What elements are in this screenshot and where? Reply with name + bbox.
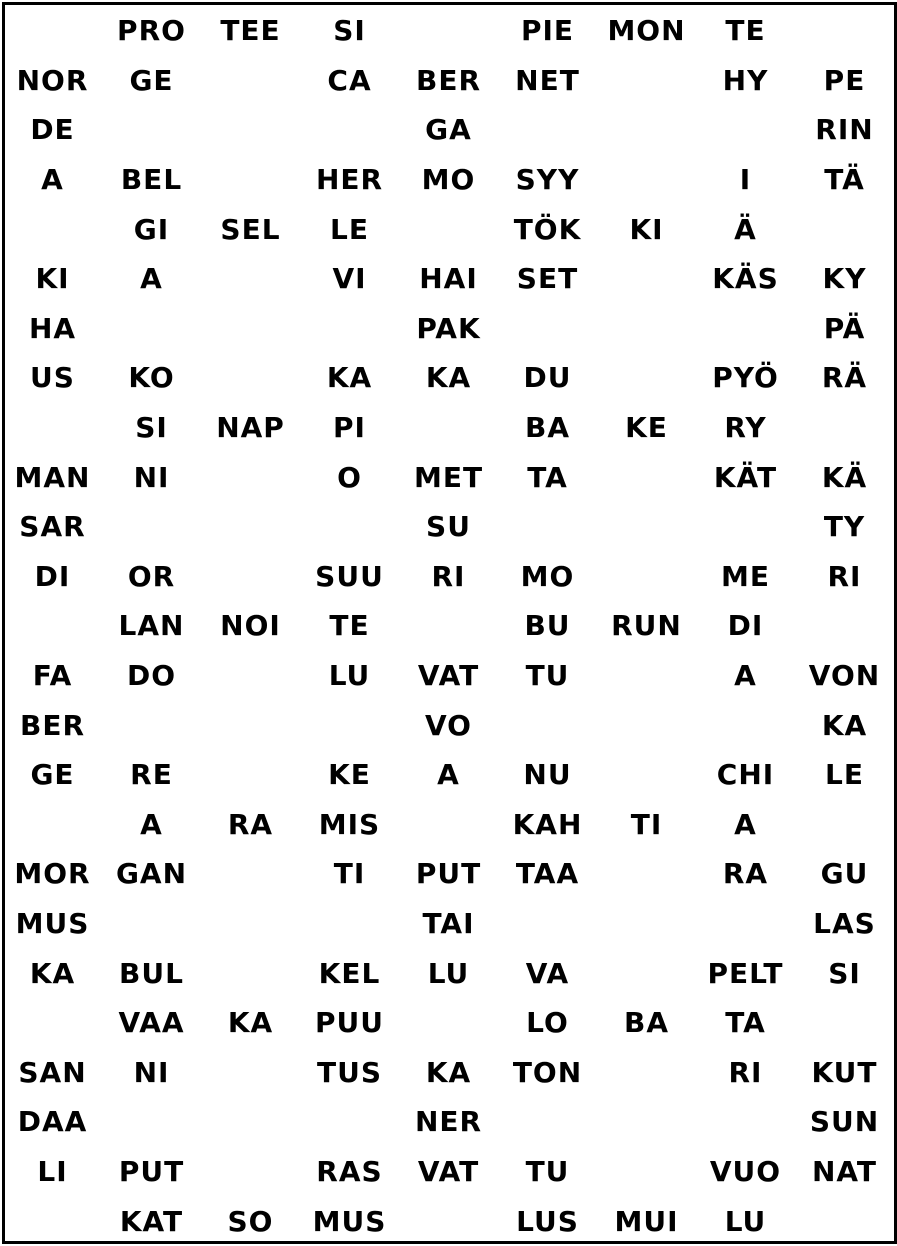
syllable-cell: NAP: [216, 411, 285, 445]
syllable-cell: HY: [722, 63, 769, 97]
syllable-cell: KI: [629, 212, 664, 246]
syllable-cell: SUU: [315, 559, 384, 593]
syllable-cell: BER: [19, 708, 86, 742]
empty-cell: [300, 105, 399, 155]
syllable-cell: DU: [523, 361, 572, 395]
empty-cell: [597, 750, 696, 800]
syllable-cell: PE: [823, 63, 866, 97]
syllable-cell: RUN: [611, 609, 682, 643]
syllable-cell: GA: [425, 113, 472, 147]
empty-cell: [201, 155, 300, 205]
empty-cell: [597, 1047, 696, 1097]
syllable-cell: RI: [431, 559, 466, 593]
syllable-cell: RI: [827, 559, 862, 593]
empty-cell: [102, 1097, 201, 1147]
empty-cell: [201, 56, 300, 106]
syllable-cell: RA: [722, 857, 769, 891]
syllable-cell: GE: [30, 758, 75, 792]
syllable-cell: TUS: [316, 1055, 382, 1089]
syllable-cell: DO: [126, 659, 177, 693]
syllable-cell: A: [437, 758, 460, 792]
syllable-cell: TA: [527, 460, 568, 494]
empty-cell: [102, 899, 201, 949]
syllable-cell: VUO: [709, 1154, 782, 1188]
syllable-cell: KY: [822, 262, 867, 296]
syllable-cell: CA: [327, 63, 372, 97]
syllable-cell: TON: [512, 1055, 583, 1089]
empty-cell: [201, 849, 300, 899]
syllable-cell: SAR: [19, 510, 86, 544]
syllable-cell: KA: [425, 361, 472, 395]
syllable-cell: KA: [326, 361, 373, 395]
syllable-cell: VA: [525, 956, 570, 990]
syllable-cell: CHI: [716, 758, 775, 792]
empty-cell: [795, 601, 894, 651]
syllable-cell: SI: [135, 411, 168, 445]
syllable-cell: KUT: [811, 1055, 878, 1089]
empty-cell: [597, 254, 696, 304]
syllable-cell: NU: [523, 758, 572, 792]
syllable-cell: VO: [425, 708, 472, 742]
syllable-cell: NET: [515, 63, 580, 97]
empty-cell: [201, 502, 300, 552]
syllable-cell: PIE: [520, 14, 575, 48]
empty-cell: [3, 601, 102, 651]
empty-cell: [498, 899, 597, 949]
syllable-cell: MOR: [14, 857, 91, 891]
empty-cell: [399, 800, 498, 850]
empty-cell: [201, 254, 300, 304]
syllable-cell: MIS: [318, 807, 381, 841]
syllable-cell: MUS: [312, 1204, 387, 1238]
empty-cell: [201, 452, 300, 502]
empty-cell: [597, 452, 696, 502]
syllable-cell: LUS: [516, 1204, 579, 1238]
syllable-cell: TAA: [515, 857, 580, 891]
syllable-cell: RY: [724, 411, 767, 445]
syllable-cell: KEL: [318, 956, 381, 990]
syllable-cell: HER: [315, 163, 384, 197]
syllable-cell: KAT: [119, 1204, 184, 1238]
empty-cell: [201, 1047, 300, 1097]
syllable-cell: TU: [525, 659, 570, 693]
empty-cell: [399, 998, 498, 1048]
empty-cell: [3, 1196, 102, 1246]
syllable-cell: BA: [524, 411, 570, 445]
syllable-cell: SET: [516, 262, 579, 296]
empty-cell: [399, 403, 498, 453]
syllable-cell: A: [734, 807, 757, 841]
empty-cell: [201, 304, 300, 354]
empty-cell: [201, 552, 300, 602]
syllable-cell: PUT: [118, 1154, 185, 1188]
empty-cell: [498, 105, 597, 155]
empty-cell: [597, 552, 696, 602]
syllable-cell: BUL: [119, 956, 184, 990]
syllable-cell: TE: [329, 609, 370, 643]
syllable-cell: KA: [227, 1006, 274, 1040]
syllable-cell: SU: [426, 510, 471, 544]
syllable-cell: KÄS: [712, 262, 779, 296]
syllable-cell: RE: [130, 758, 173, 792]
empty-cell: [300, 304, 399, 354]
empty-cell: [300, 899, 399, 949]
syllable-cell: PRO: [117, 14, 186, 48]
syllable-cell: TI: [333, 857, 366, 891]
syllable-cell: SEL: [220, 212, 281, 246]
syllable-cell: MUI: [614, 1204, 679, 1238]
syllable-cell: KÄT: [713, 460, 778, 494]
syllable-cell: GAN: [115, 857, 188, 891]
syllable-cell: LAS: [813, 906, 876, 940]
syllable-cell: PÄ: [823, 311, 866, 345]
syllable-cell: LI: [37, 1154, 68, 1188]
syllable-cell: A: [140, 262, 163, 296]
syllable-cell: TU: [525, 1154, 570, 1188]
empty-cell: [300, 1097, 399, 1147]
empty-cell: [795, 1196, 894, 1246]
empty-cell: [597, 651, 696, 701]
syllable-cell: KI: [35, 262, 70, 296]
empty-cell: [795, 998, 894, 1048]
syllable-cell: TI: [630, 807, 663, 841]
syllable-cell: KA: [425, 1055, 472, 1089]
syllable-cell: MAN: [14, 460, 91, 494]
syllable-cell: HAI: [419, 262, 478, 296]
empty-cell: [3, 6, 102, 56]
empty-cell: [300, 502, 399, 552]
empty-cell: [498, 1097, 597, 1147]
syllable-cell: NAT: [811, 1154, 878, 1188]
syllable-cell: MO: [421, 163, 476, 197]
empty-cell: [597, 304, 696, 354]
syllable-cell: SI: [828, 956, 861, 990]
syllable-cell: MET: [413, 460, 484, 494]
empty-cell: [201, 353, 300, 403]
empty-cell: [3, 204, 102, 254]
syllable-cell: KA: [29, 956, 76, 990]
syllable-cell: LO: [526, 1006, 569, 1040]
syllable-grid: [3, 6, 894, 1246]
syllable-cell: TE: [725, 14, 766, 48]
syllable-cell: VAT: [417, 1154, 480, 1188]
syllable-cell: SI: [333, 14, 366, 48]
empty-cell: [399, 601, 498, 651]
empty-cell: [597, 1097, 696, 1147]
syllable-cell: LU: [427, 956, 470, 990]
syllable-cell: PELT: [707, 956, 784, 990]
syllable-cell: DI: [727, 609, 764, 643]
syllable-cell: KAH: [512, 807, 583, 841]
empty-cell: [795, 204, 894, 254]
syllable-cell: OR: [127, 559, 176, 593]
empty-cell: [201, 1147, 300, 1197]
syllable-cell: RIN: [815, 113, 874, 147]
empty-cell: [201, 651, 300, 701]
empty-cell: [399, 6, 498, 56]
syllable-cell: LAN: [118, 609, 185, 643]
syllable-cell: DE: [30, 113, 75, 147]
empty-cell: [795, 403, 894, 453]
syllable-cell: TA: [725, 1006, 766, 1040]
syllable-cell: SO: [227, 1204, 274, 1238]
empty-cell: [102, 105, 201, 155]
empty-cell: [3, 800, 102, 850]
empty-cell: [102, 502, 201, 552]
empty-cell: [597, 502, 696, 552]
syllable-cell: PUU: [315, 1006, 384, 1040]
syllable-cell: DI: [34, 559, 71, 593]
empty-cell: [498, 304, 597, 354]
syllable-cell: NI: [133, 460, 170, 494]
empty-cell: [498, 502, 597, 552]
syllable-cell: PI: [333, 411, 366, 445]
empty-cell: [597, 899, 696, 949]
empty-cell: [201, 750, 300, 800]
empty-cell: [597, 105, 696, 155]
syllable-cell: VAA: [118, 1006, 185, 1040]
empty-cell: [696, 502, 795, 552]
empty-cell: [597, 353, 696, 403]
syllable-cell: BA: [623, 1006, 669, 1040]
empty-cell: [597, 948, 696, 998]
empty-cell: [3, 403, 102, 453]
syllable-cell: SYY: [515, 163, 580, 197]
syllable-cell: Ä: [734, 212, 757, 246]
syllable-cell: LE: [825, 758, 864, 792]
syllable-cell: PYÖ: [712, 361, 779, 395]
syllable-cell: RÄ: [821, 361, 868, 395]
syllable-cell: KE: [328, 758, 371, 792]
syllable-cell: KE: [625, 411, 668, 445]
empty-cell: [201, 899, 300, 949]
syllable-cell: NI: [133, 1055, 170, 1089]
empty-cell: [498, 700, 597, 750]
syllable-cell: GU: [820, 857, 869, 891]
empty-cell: [399, 1196, 498, 1246]
empty-cell: [696, 105, 795, 155]
syllable-cell: NOI: [220, 609, 281, 643]
syllable-cell: US: [30, 361, 75, 395]
syllable-cell: TEE: [220, 14, 281, 48]
syllable-cell: DAA: [17, 1105, 88, 1139]
syllable-cell: SUN: [809, 1105, 880, 1139]
empty-cell: [102, 304, 201, 354]
syllable-cell: MON: [607, 14, 686, 48]
syllable-cell: BU: [524, 609, 571, 643]
syllable-cell: KA: [821, 708, 868, 742]
syllable-cell: TY: [823, 510, 866, 544]
syllable-cell: VI: [332, 262, 367, 296]
syllable-cell: NOR: [16, 63, 89, 97]
syllable-cell: GE: [129, 63, 174, 97]
syllable-cell: PAK: [416, 311, 481, 345]
syllable-cell: VON: [808, 659, 881, 693]
syllable-cell: O: [337, 460, 362, 494]
syllable-cell: LU: [328, 659, 371, 693]
empty-cell: [597, 155, 696, 205]
syllable-cell: KO: [128, 361, 175, 395]
syllable-cell: BER: [415, 63, 482, 97]
empty-cell: [597, 700, 696, 750]
empty-cell: [597, 56, 696, 106]
syllable-cell: A: [734, 659, 757, 693]
empty-cell: [102, 700, 201, 750]
syllable-cell: NER: [414, 1105, 483, 1139]
empty-cell: [696, 899, 795, 949]
syllable-cell: MUS: [15, 906, 90, 940]
syllable-cell: A: [41, 163, 64, 197]
syllable-cell: VAT: [417, 659, 480, 693]
syllable-cell: A: [140, 807, 163, 841]
syllable-cell: RA: [227, 807, 274, 841]
syllable-cell: LE: [330, 212, 369, 246]
syllable-cell: HA: [28, 311, 77, 345]
empty-cell: [696, 700, 795, 750]
syllable-cell: TÖK: [513, 212, 582, 246]
syllable-cell: KÄ: [821, 460, 868, 494]
syllable-cell: SAN: [18, 1055, 87, 1089]
empty-cell: [3, 998, 102, 1048]
empty-cell: [597, 1147, 696, 1197]
syllable-cell: GI: [133, 212, 170, 246]
empty-cell: [201, 105, 300, 155]
syllable-cell: FA: [32, 659, 73, 693]
syllable-cell: BEL: [120, 163, 183, 197]
syllable-cell: LU: [724, 1204, 767, 1238]
syllable-cell: TÄ: [824, 163, 865, 197]
syllable-cell: RI: [728, 1055, 763, 1089]
syllable-cell: TAI: [422, 906, 475, 940]
empty-cell: [201, 700, 300, 750]
empty-cell: [795, 6, 894, 56]
empty-cell: [597, 849, 696, 899]
empty-cell: [201, 948, 300, 998]
syllable-cell: PUT: [415, 857, 482, 891]
empty-cell: [300, 700, 399, 750]
syllable-cell: ME: [721, 559, 770, 593]
empty-cell: [696, 304, 795, 354]
syllable-cell: RAS: [316, 1154, 383, 1188]
syllable-cell: I: [739, 163, 752, 197]
empty-cell: [399, 204, 498, 254]
empty-cell: [201, 1097, 300, 1147]
syllable-cell: MO: [520, 559, 575, 593]
empty-cell: [795, 800, 894, 850]
empty-cell: [696, 1097, 795, 1147]
